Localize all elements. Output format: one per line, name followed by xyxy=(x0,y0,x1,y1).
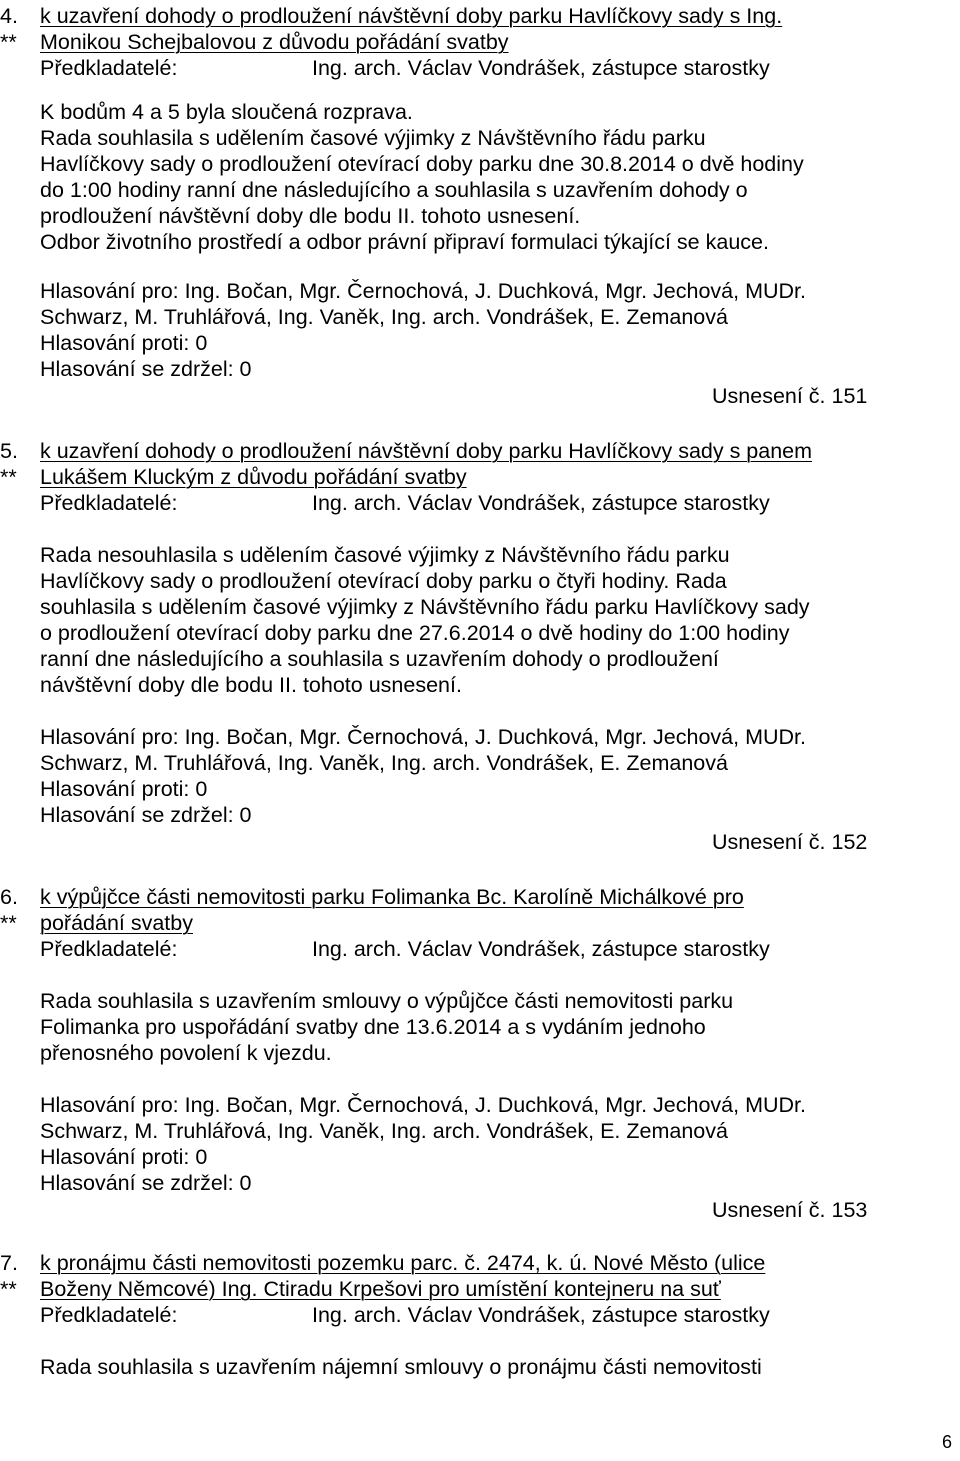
body-line: Havlíčkovy sady o prodloužení otevírací doby parku dne 30.8.2014 o dvě hodiny xyxy=(40,152,804,176)
item-mark: ** xyxy=(0,30,17,54)
vote-line: Schwarz, M. Truhlářová, Ing. Vaněk, Ing. arch. Vondrášek, E. Zemanová xyxy=(40,1119,728,1143)
submitter-label: Předkladatelé: xyxy=(40,1303,178,1327)
item-title-line: k výpůjčce části nemovitosti parku Folimanka Bc. Karolíně Michálkové pro xyxy=(40,885,744,909)
vote-line: Hlasování proti: 0 xyxy=(40,1145,208,1169)
vote-line: Hlasování se zdržel: 0 xyxy=(40,357,252,381)
item-title-line: Monikou Schejbalovou z důvodu pořádání svatby xyxy=(40,30,509,54)
body-line: do 1:00 hodiny ranní dne následujícího a souhlasila s uzavřením dohody o xyxy=(40,178,748,202)
vote-line: Hlasování se zdržel: 0 xyxy=(40,803,252,827)
item-number: 6. xyxy=(0,885,18,909)
item-mark: ** xyxy=(0,1277,17,1301)
body-line: Rada souhlasila s udělením časové výjimky z Návštěvního řádu parku xyxy=(40,126,706,150)
body-line: Rada nesouhlasila s udělením časové výjimky z Návštěvního řádu parku xyxy=(40,543,730,567)
vote-line: Hlasování pro: Ing. Bočan, Mgr. Černochová, J. Duchková, Mgr. Jechová, MUDr. xyxy=(40,1093,806,1117)
item-number: 5. xyxy=(0,439,18,463)
vote-line: Hlasování pro: Ing. Bočan, Mgr. Černochová, J. Duchková, Mgr. Jechová, MUDr. xyxy=(40,725,806,749)
submitter-name: Ing. arch. Václav Vondrášek, zástupce starostky xyxy=(312,56,770,80)
item-title-line: Lukášem Kluckým z důvodu pořádání svatby xyxy=(40,465,467,489)
body-line: prodloužení návštěvní doby dle bodu II. tohoto usnesení. xyxy=(40,204,581,228)
vote-line: Hlasování se zdržel: 0 xyxy=(40,1171,252,1195)
item-title-line: Boženy Němcové) Ing. Ctiradu Krpešovi pro umístění kontejneru na suť xyxy=(40,1277,721,1301)
body-line: K bodům 4 a 5 byla sloučená rozprava. xyxy=(40,100,413,124)
vote-line: Hlasování proti: 0 xyxy=(40,777,208,801)
body-line: Rada souhlasila s uzavřením nájemní smlouvy o pronájmu části nemovitosti xyxy=(40,1355,762,1379)
body-line: Folimanka pro uspořádání svatby dne 13.6.2014 a s vydáním jednoho xyxy=(40,1015,706,1039)
submitter-name: Ing. arch. Václav Vondrášek, zástupce starostky xyxy=(312,491,770,515)
page-number: 6 xyxy=(942,1432,953,1452)
item-title-line: k pronájmu části nemovitosti pozemku parc. č. 2474, k. ú. Nové Město (ulice xyxy=(40,1251,766,1275)
submitter-label: Předkladatelé: xyxy=(40,491,178,515)
item-number: 7. xyxy=(0,1251,18,1275)
item-mark: ** xyxy=(0,465,17,489)
body-line: Rada souhlasila s uzavřením smlouvy o výpůjčce části nemovitosti parku xyxy=(40,989,734,1013)
body-line: přenosného povolení k vjezdu. xyxy=(40,1041,332,1065)
item-mark: ** xyxy=(0,911,17,935)
submitter-name: Ing. arch. Václav Vondrášek, zástupce starostky xyxy=(312,1303,770,1327)
submitter-name: Ing. arch. Václav Vondrášek, zástupce starostky xyxy=(312,937,770,961)
item-number: 4. xyxy=(0,4,18,28)
body-line: ranní dne následujícího a souhlasila s uzavřením dohody o prodloužení xyxy=(40,647,719,671)
body-line: návštěvní doby dle bodu II. tohoto usnesení. xyxy=(40,673,462,697)
resolution-number: Usnesení č. 153 xyxy=(712,1198,868,1222)
item-title-line: k uzavření dohody o prodloužení návštěvní doby parku Havlíčkovy sady s panem xyxy=(40,439,813,463)
resolution-number: Usnesení č. 152 xyxy=(712,830,868,854)
submitter-label: Předkladatelé: xyxy=(40,937,178,961)
body-line: Odbor životního prostředí a odbor právní připraví formulaci týkající se kauce. xyxy=(40,230,769,254)
vote-line: Schwarz, M. Truhlářová, Ing. Vaněk, Ing. arch. Vondrášek, E. Zemanová xyxy=(40,305,728,329)
resolution-number: Usnesení č. 151 xyxy=(712,384,868,408)
vote-line: Hlasování pro: Ing. Bočan, Mgr. Černochová, J. Duchková, Mgr. Jechová, MUDr. xyxy=(40,279,806,303)
body-line: souhlasila s udělením časové výjimky z Návštěvního řádu parku Havlíčkovy sady xyxy=(40,595,810,619)
submitter-label: Předkladatelé: xyxy=(40,56,178,80)
item-title-line: k uzavření dohody o prodloužení návštěvní doby parku Havlíčkovy sady s Ing. xyxy=(40,4,783,28)
vote-line: Hlasování proti: 0 xyxy=(40,331,208,355)
item-title-line: pořádání svatby xyxy=(40,911,193,935)
vote-line: Schwarz, M. Truhlářová, Ing. Vaněk, Ing. arch. Vondrášek, E. Zemanová xyxy=(40,751,728,775)
body-line: o prodloužení otevírací doby parku dne 27.6.2014 o dvě hodiny do 1:00 hodiny xyxy=(40,621,790,645)
body-line: Havlíčkovy sady o prodloužení otevírací doby parku o čtyři hodiny. Rada xyxy=(40,569,727,593)
